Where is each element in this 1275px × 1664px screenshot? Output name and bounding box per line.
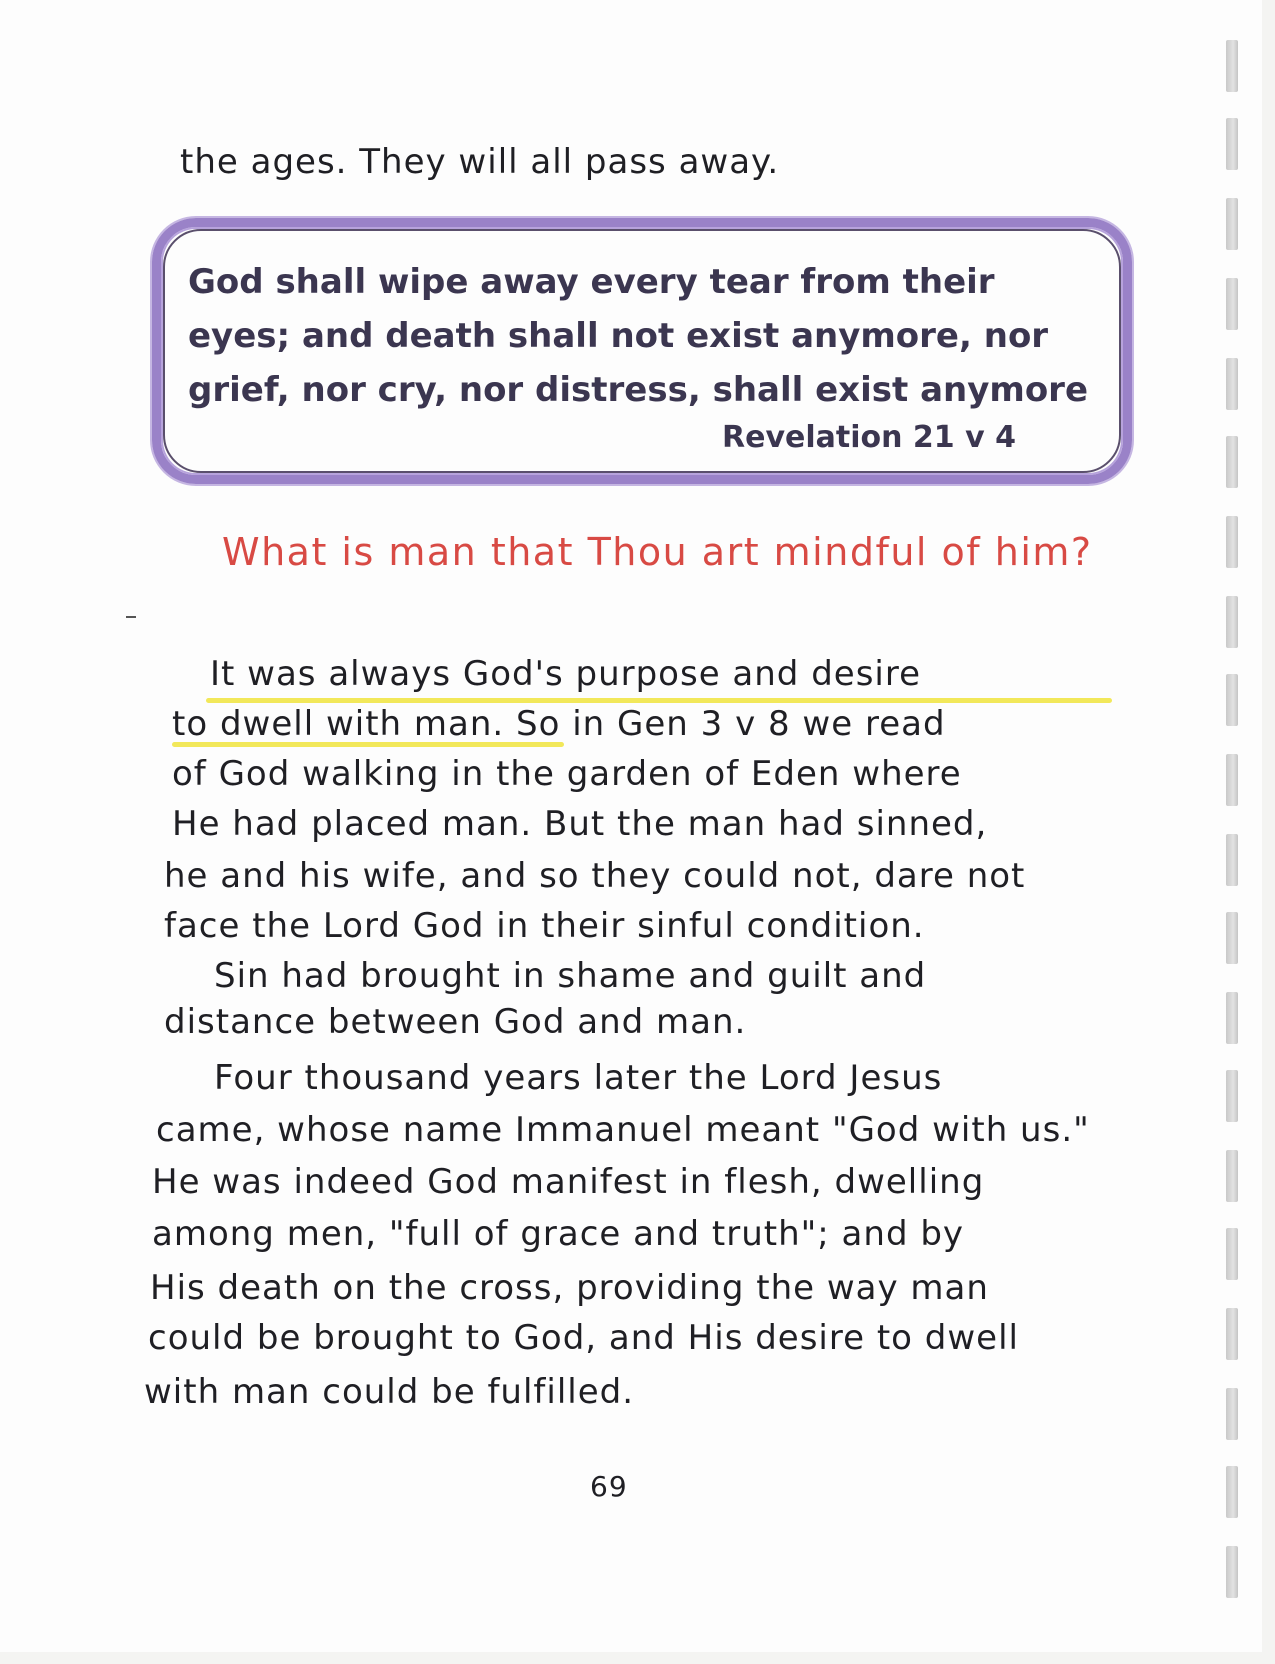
spiral-binding-holes [1226, 0, 1248, 1652]
body-line: among men, "full of grace and truth"; and by [152, 1214, 965, 1254]
binding-hole [1226, 516, 1238, 568]
verse-line: God shall wipe away every tear from their [188, 262, 995, 302]
body-line: came, whose name Immanuel meant "God with us." [156, 1110, 1090, 1150]
body-line: His death on the cross, providing the way man [150, 1268, 989, 1308]
binding-hole [1226, 40, 1238, 92]
binding-hole [1226, 1388, 1238, 1440]
binding-hole [1226, 118, 1238, 170]
binding-hole [1226, 912, 1238, 964]
binding-hole [1226, 198, 1238, 250]
stray-pen-mark [126, 616, 136, 618]
binding-hole [1226, 1466, 1238, 1518]
body-line: with man could be fulfilled. [144, 1372, 635, 1412]
binding-hole [1226, 754, 1238, 806]
body-line: Sin had brought in shame and guilt and [214, 956, 927, 996]
binding-hole [1226, 1070, 1238, 1122]
body-line: He was indeed God manifest in flesh, dwelling [152, 1162, 985, 1202]
verse-reference: Revelation 21 v 4 [722, 420, 1016, 455]
body-line: to dwell with man. So in Gen 3 v 8 we read [172, 704, 946, 744]
body-line: distance between God and man. [164, 1002, 747, 1042]
body-line: He had placed man. But the man had sinned, [172, 804, 988, 844]
section-heading: What is man that Thou art mindful of him? [222, 530, 1093, 574]
body-line: of God walking in the garden of Eden where [172, 754, 962, 794]
page-number: 69 [590, 1470, 628, 1503]
binding-hole [1226, 674, 1238, 726]
binding-hole [1226, 834, 1238, 886]
body-line: face the Lord God in their sinful condition. [164, 906, 925, 946]
body-line: he and his wife, and so they could not, dare not [164, 856, 1026, 896]
verse-line: eyes; and death shall not exist anymore, nor [188, 316, 1049, 356]
binding-hole [1226, 1228, 1238, 1280]
top-line-text: the ages. They will all pass away. [180, 142, 780, 182]
binding-hole [1226, 1546, 1238, 1598]
binding-hole [1226, 436, 1238, 488]
binding-hole [1226, 1308, 1238, 1360]
binding-hole [1226, 992, 1238, 1044]
body-line: It was always God's purpose and desire [210, 654, 922, 694]
body-line: could be brought to God, and His desire to dwell [148, 1318, 1019, 1358]
binding-hole [1226, 596, 1238, 648]
highlight-underline [206, 698, 1112, 703]
binding-hole [1226, 278, 1238, 330]
binding-hole [1226, 358, 1238, 410]
body-line: Four thousand years later the Lord Jesus [214, 1058, 943, 1098]
verse-line: grief, nor cry, nor distress, shall exist anymore [188, 370, 1089, 410]
binding-hole [1226, 1150, 1238, 1202]
